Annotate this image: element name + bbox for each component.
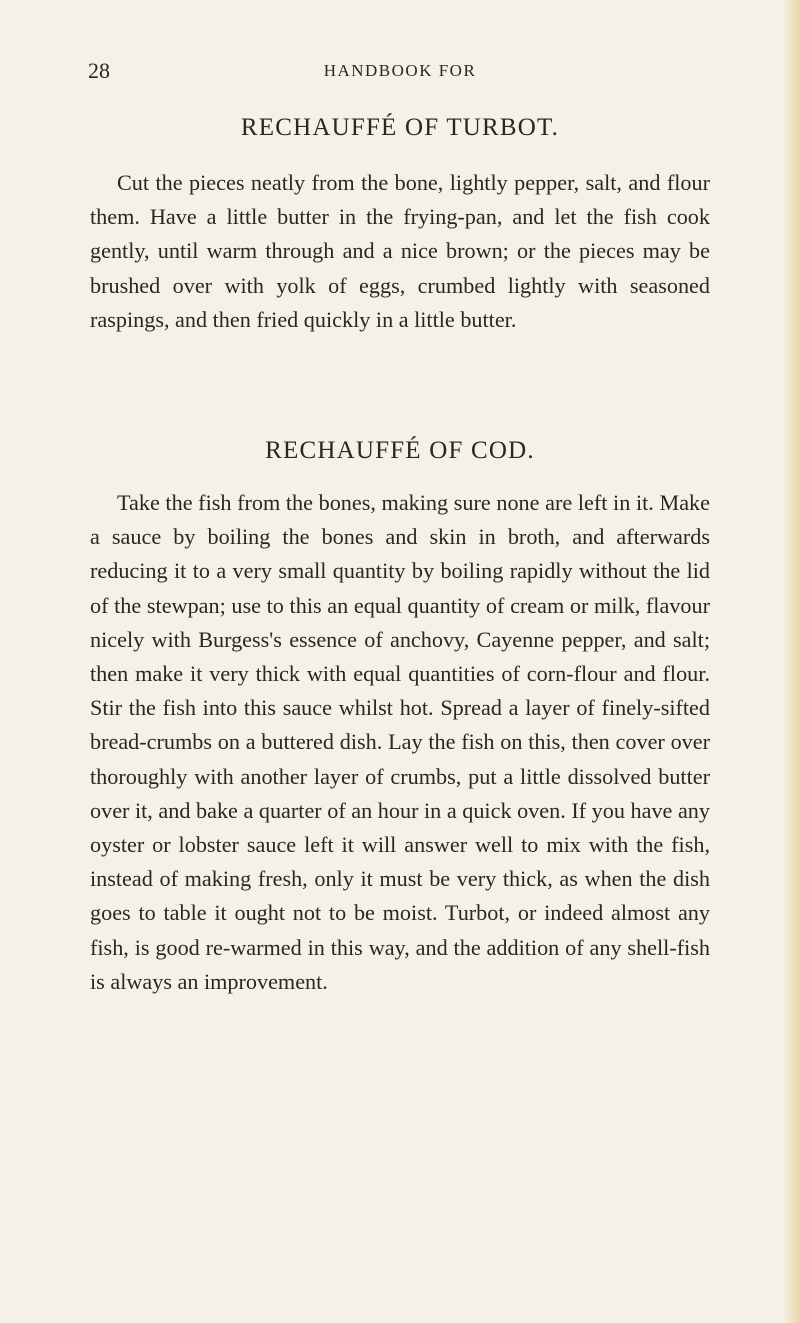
section-body-turbot [90,166,710,337]
page-edge [782,0,800,1323]
section-heading-turbot: RECHAUFFÉ OF TURBOT. [240,114,560,141]
section-text-turbot: Cut the pieces neatly from the bone, lightly pepper, salt, and flour them. Have a little butter in the frying-pan, and let the fish cook gently, until warm through and a nice brown; or the pieces may be brushed over with yolk of eggs, crumbed lightly with seasoned raspings, and then fried quickly in a little butter. [90,170,710,332]
page-number: 28 [88,58,110,83]
section-heading-cod: RECHAUFFÉ OF COD. [265,437,535,464]
section-text-cod: Take the fish from the bones, making sure none are left in it. Make a sauce by boiling the bones and skin in broth, and afterwards reducing it to a very small quantity by boiling rapidly without the lid of the stewpan; use to this an equal quantity of cream or milk, flavour nicely with Burgess's essence of anchovy, Cayenne pepper, and salt; then make it very thick with equal quantities of corn-flour and flour. Stir the fish into this sauce whilst hot. Spread a layer of finely-sifted bread-crumbs on a buttered dish. Lay the fish on this, then cover over thoroughly with another layer of crumbs, put a little dissolved butter over it, and bake a quarter of an hour in a quick oven. If you have any oyster or lobster sauce left it will answer well to mix with the fish, instead of making fresh, only it must be very thick, as when the dish goes to table it ought not to be moist. Turbot, or indeed almost any fish, is good re-warmed in this way, and the addition of any shell-fish is always an improvement. [90,490,710,994]
running-head: HANDBOOK FOR [323,61,477,80]
section-body-cod [90,486,710,999]
